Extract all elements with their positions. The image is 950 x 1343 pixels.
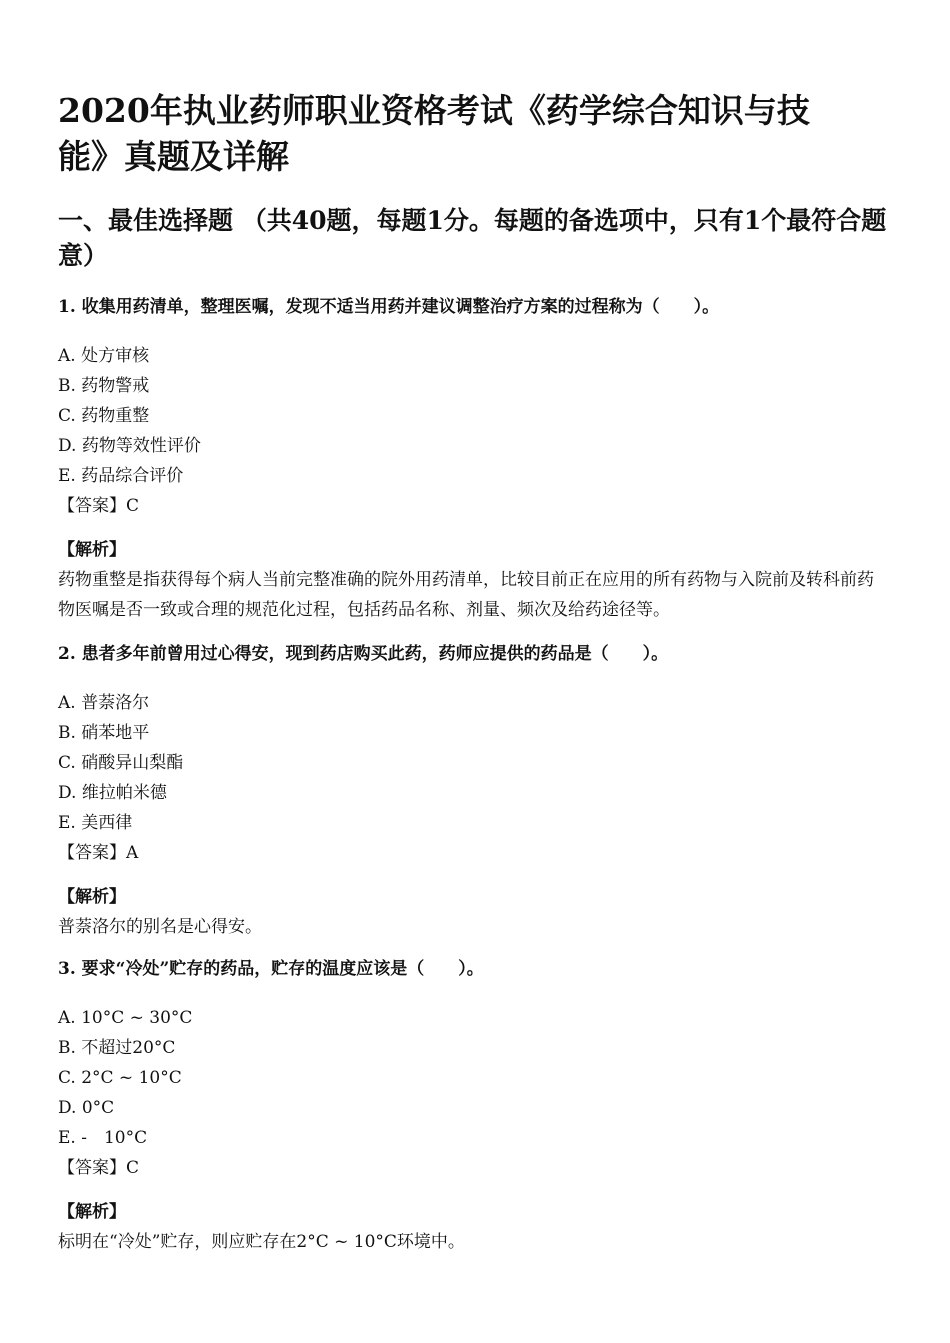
question-stem: 1. 收集用药清单，整理医嘱，发现不适当用药并建议调整治疗方案的过程称为（ ）。 — [58, 297, 720, 317]
option-e: E. 美西律 — [58, 813, 133, 833]
analysis-text: 药物重整是指获得每个病人当前完整准确的院外用药清单，比较目前正在应用的所有药物与入院前及转科前药物医嘱是否一致或合理的规范化过程，包括药品名称、剂量、频次及给药途径等。 — [58, 570, 874, 620]
analysis-label: 【解析】 — [58, 887, 126, 907]
answer-value: C — [126, 496, 140, 516]
option-a: A. 处方审核 — [58, 346, 150, 366]
question-1 — [58, 295, 888, 625]
analysis-label: 【解析】 — [58, 1202, 126, 1222]
analysis-label: 【解析】 — [58, 540, 126, 560]
option-list — [58, 688, 888, 838]
section-title: 一、最佳选择题 （共40题，每题1分。每题的备选项中，只有1个最符合题意） — [58, 206, 887, 270]
answer-label: 【答案】 — [58, 1158, 126, 1178]
answer-label: 【答案】 — [58, 496, 126, 516]
option-c: C. 硝酸异山梨酯 — [58, 753, 184, 773]
analysis-text: 标明在“冷处”贮存，则应贮存在2°C ~ 10°C环境中。 — [58, 1232, 465, 1252]
option-d: D. 药物等效性评价 — [58, 436, 201, 456]
option-b: B. 药物警戒 — [58, 376, 150, 396]
answer-label: 【答案】 — [58, 843, 126, 863]
option-e: E. 药品综合评价 — [58, 466, 184, 486]
option-b: B. 不超过20°C — [58, 1038, 176, 1058]
answer-line — [58, 838, 888, 868]
option-d: D. 0°C — [58, 1098, 115, 1118]
option-e: E. - 10°C — [58, 1128, 148, 1148]
option-d: D. 维拉帕米德 — [58, 783, 167, 803]
analysis-text: 普萘洛尔的别名是心得安。 — [58, 917, 262, 937]
answer-line — [58, 491, 888, 521]
option-list — [58, 341, 888, 491]
question-stem: 3. 要求“冷处”贮存的药品，贮存的温度应该是（ ）。 — [58, 959, 484, 979]
option-list — [58, 1003, 888, 1153]
answer-value: C — [126, 1158, 140, 1178]
question-stem: 2. 患者多年前曾用过心得安，现到药店购买此药，药师应提供的药品是（ ）。 — [58, 644, 669, 664]
question-2 — [58, 642, 888, 942]
option-c: C. 2°C ~ 10°C — [58, 1068, 182, 1088]
document-title: 2020年执业药师职业资格考试《药学综合知识与技能》真题及详解 — [58, 91, 810, 176]
option-c: C. 药物重整 — [58, 406, 150, 426]
answer-value: A — [126, 843, 139, 863]
question-3 — [58, 957, 888, 1257]
answer-line — [58, 1153, 888, 1183]
option-a: A. 普萘洛尔 — [58, 693, 150, 713]
option-a: A. 10°C ~ 30°C — [58, 1008, 193, 1028]
option-b: B. 硝苯地平 — [58, 723, 150, 743]
